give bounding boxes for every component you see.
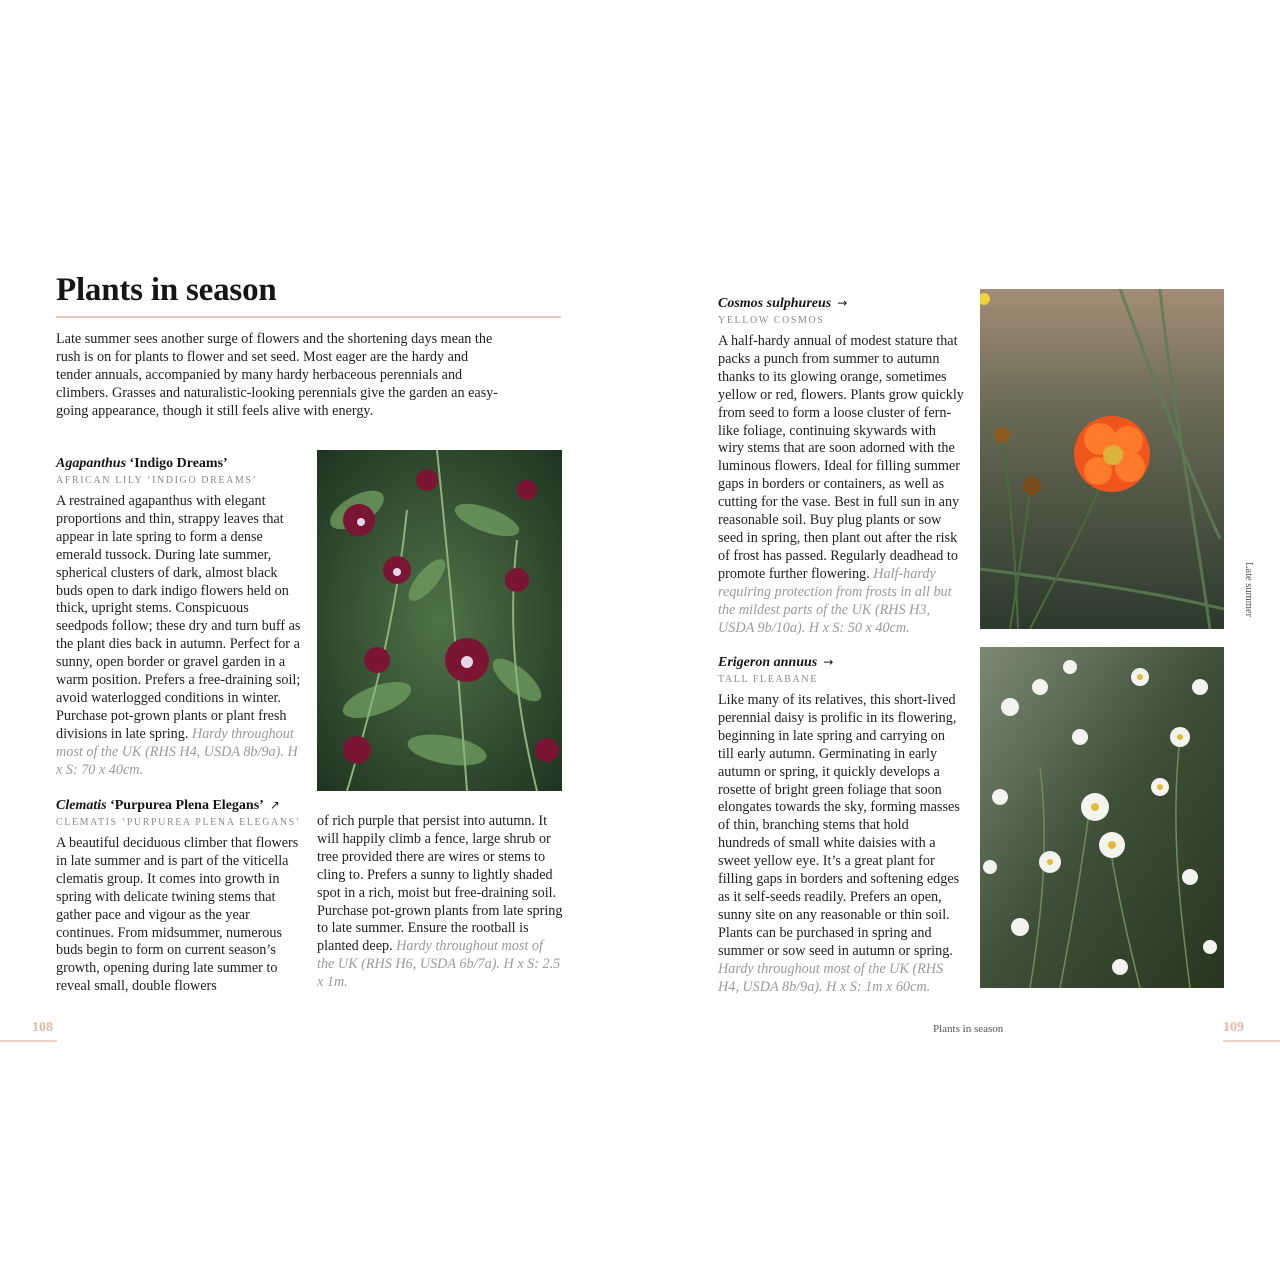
page-number-right: 109 — [1223, 1020, 1244, 1035]
plant-description-col2: of rich purple that persist into autumn. It will happily climb a fence, large shrub or tree provided there are wires or stems to cling to. Prefers a sunny to lightly shaded spot in a rich, moist but free-draining soil. Purchase pot-grown plants from late spring to late summer. Ensure the rootball is planted deep. Hardy throughout most of the UK (RHS H6, USDA 6b/7a). H x S: 2.5 x 1m. — [317, 813, 563, 991]
common-name: TALL FLEABANE — [718, 674, 818, 685]
plant-description: A half-hardy annual of modest stature that packs a punch from summer to autumn thanks to its glowing orange, sometimes yellow or red, flowers. Plants grow quickly from seed to form a loose cluster of fern-like foliage, continuing skywards with wiry stems that are soon adorned with the luminous flowers. Ideal for filling summer gaps in borders or containers, as well as cutting for the vase. Best in full sun in any reasonable soil. Buy plug plants or sow seed in spring, then plant out after the risk of frost has passed. Regularly deadhead to promote further flowering. Half-hardy requiring protection from frosts in all but the mildest parts of the UK (RHS H3, USDA 9b/10a). H x S: 50 x 40cm. — [718, 333, 964, 636]
title-rule — [56, 316, 561, 318]
clematis-entry — [56, 796, 302, 996]
page-title: Plants in season — [56, 272, 277, 308]
folio-rule-right — [1223, 1040, 1280, 1042]
erigeron-photo — [980, 647, 1224, 988]
folio-rule-left — [0, 1040, 57, 1042]
agapanthus-entry — [56, 455, 302, 780]
hardiness-note: Half-hardy requiring protection from frosts in all but the mildest parts of the UK (RHS H3, USDA 9b/10a). H x S: 50 x 40cm. — [718, 565, 952, 636]
common-name: CLEMATIS ‘PURPUREA PLENA ELEGANS’ — [56, 817, 301, 828]
plant-description-col1: A beautiful deciduous climber that flowers in late summer and is part of the viticella clematis group. It comes into growth in spring with delicate twining stems that gather pace and vigour as the year continues. From midsummer, numerous buds begin to form on current season’s growth, opening during late summer to reveal small, double flowers — [56, 835, 299, 995]
section-side-tab: Late summer — [1243, 562, 1254, 618]
hardiness-note: Hardy throughout most of the UK (RHS H6, USDA 6b/7a). H x S: 2.5 x 1m. — [317, 938, 561, 991]
plant-name: Agapanthus ‘Indigo Dreams’ — [56, 456, 228, 471]
plant-name: Clematis ‘Purpurea Plena Elegans’ ↗ — [56, 798, 280, 813]
common-name: AFRICAN LILY ‘INDIGO DREAMS’ — [56, 475, 258, 486]
plant-description: Like many of its relatives, this short-lived perennial daisy is prolific in its flowering, beginning in late spring and carrying on till early autumn. Germinating in early autumn or spring, it quickly develops a rosette of bright green foliage that soon elongates towards the sky, forming masses of thin, branching stems that hold hundreds of small white daisies with a sweet yellow eye. It’s a great plant for filling gaps in borders and softening edges as it self-seeds readily. Prefers an open, sunny site on any reasonable or thin soil. Plants can be purchased in spring and summer or sow seed in autumn or spring. Hardy throughout most of the UK (RHS H4, USDA 8b/9a). H x S: 1m x 60cm. — [718, 692, 960, 995]
agapanthus-photo — [317, 450, 562, 791]
arrow-right-icon: → — [823, 655, 834, 669]
cosmos-photo — [980, 289, 1224, 629]
page-number-left: 108 — [32, 1020, 53, 1035]
hardiness-note: Hardy throughout most of the UK (RHS H4, USDA 8b/9a). H x S: 70 x 40cm. — [56, 725, 298, 778]
common-name: YELLOW COSMOS — [718, 315, 825, 326]
plant-name: Erigeron annuus → — [718, 655, 834, 670]
hardiness-note: Hardy throughout most of the UK (RHS H4, USDA 8b/9a). H x S: 1m x 60cm. — [718, 960, 944, 995]
intro-paragraph: Late summer sees another surge of flowers and the shortening days mean the rush is on for plants to flower and set seed. Most eager are the hardy and tender annuals, accompanied by many hardy herbaceous perennials and climbers. Grasses and naturalistic-looking perennials give the garden an easy-going appearance, though it still feels alive with energy. — [56, 331, 499, 419]
plant-name: Cosmos sulphureus → — [718, 296, 848, 311]
erigeron-entry — [718, 653, 964, 996]
arrow-right-icon: → — [837, 296, 848, 310]
plant-description: A restrained agapanthus with elegant proportions and thin, strappy leaves that appear in late spring to form a dense emerald tussock. During late summer, spherical clusters of dark, almost black buds open to dark indigo flowers held on thick, upright stems. Conspicuous seedpods follow; these dry and turn buff as the plant dies back in autumn. Perfect for a sunny, open border or gravel garden in a warm position. Prefers a free-draining soil; avoid waterlogged conditions in winter. Purchase pot-grown plants or plant fresh divisions in late spring. Hardy throughout most of the UK (RHS H4, USDA 8b/9a). H x S: 70 x 40cm. — [56, 493, 301, 778]
arrow-up-right-icon: ↗ — [269, 798, 280, 812]
cosmos-entry — [718, 294, 964, 637]
running-head: Plants in season — [933, 1023, 1004, 1035]
